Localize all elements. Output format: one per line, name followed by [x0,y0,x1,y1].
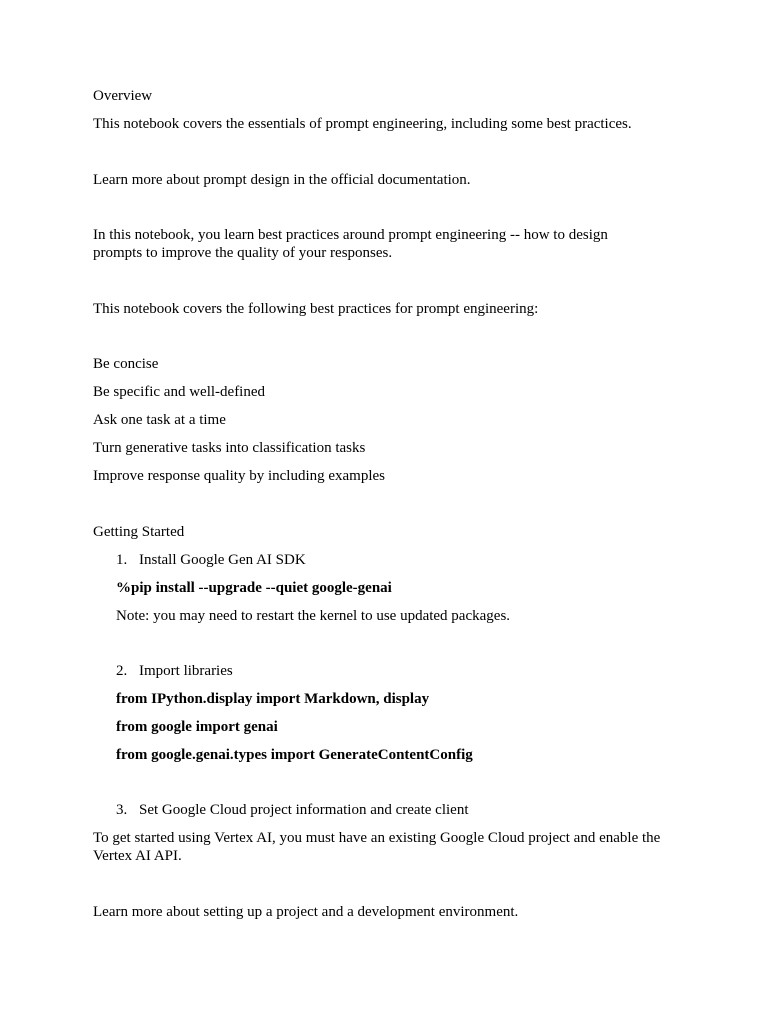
step-3-number: 3. [116,802,128,818]
list-item: Turn generative tasks into classification tasks [93,440,366,456]
list-item: Be specific and well-defined [93,384,266,400]
step-2-title: Import libraries [139,663,233,679]
project-setup-paragraph: Learn more about setting up a project and a development environment. [93,904,519,920]
step-3-heading [93,801,468,819]
code-line: from IPython.display import Markdown, display [116,691,430,707]
overview-heading: Overview [93,88,153,104]
list-item: Ask one task at a time [93,412,226,428]
best-practices-intro-paragraph: This notebook covers the following best practices for prompt engineering: [93,301,539,317]
pip-install-code-line: %pip install --upgrade --quiet google-genai [116,580,392,596]
overview-intro-paragraph: This notebook covers the essentials of prompt engineering, including some best practices. [93,116,632,132]
list-item: Improve response quality by including examples [93,468,386,484]
step-1-number: 1. [116,552,128,568]
code-line: from google import genai [116,719,278,735]
step-1-title: Install Google Gen AI SDK [139,552,306,568]
step-1-heading [93,551,306,569]
step-3-title: Set Google Cloud project information and create client [139,802,469,818]
code-line: from google.genai.types import GenerateContentConfig [116,747,473,763]
prompt-design-docs-paragraph: Learn more about prompt design in the official documentation. [93,172,471,188]
step-2-number: 2. [116,663,128,679]
notebook-description-paragraph: In this notebook, you learn best practices around prompt engineering -- how to design prompts to improve the quality of your responses. [93,227,608,261]
list-item: Be concise [93,356,159,372]
vertex-ai-intro-paragraph: To get started using Vertex AI, you must have an existing Google Cloud project and enable the Vertex AI API. [93,830,661,864]
step-2-heading [93,662,233,680]
restart-kernel-note: Note: you may need to restart the kernel to use updated packages. [116,608,511,624]
getting-started-heading: Getting Started [93,524,185,540]
